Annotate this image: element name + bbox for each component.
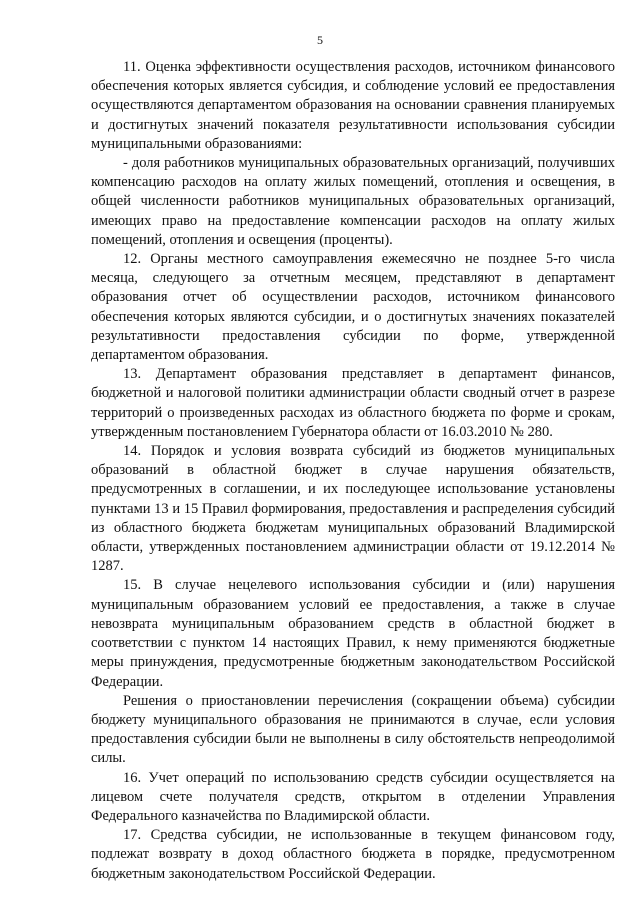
document-body — [91, 58, 615, 884]
paragraph-17: 17. Средства субсидии, не использованные в текущем финансовом году, подлежат возврату в доход областного бюджета в порядке, предусмотренном бюджетным законодательством Российской Федерации. — [91, 827, 615, 882]
paragraph-12: 12. Органы местного самоуправления ежемесячно не позднее 5-го числа месяца, следующего за отчетным месяцем, представляют в департамент образования отчет об осуществлении расходов, источником финансового обеспечения которых являются субсидии, и о достигнутых значениях показателей результативности предоставления субсидии по форме, утвержденной департаментом образования. — [91, 251, 615, 364]
paragraph-15: 15. В случае нецелевого использования субсидии и (или) нарушения муниципальным образованием условий ее предоставления, а также в случае невозврата муниципальным образованием средств в областной бюджет в соответствии с пунктом 14 настоящих Правил, к нему применяются бюджетные меры принуждения, предусмотренные бюджетным законодательством Российской Федерации. — [91, 577, 615, 690]
paragraph-13: 13. Департамент образования представляет в департамент финансов, бюджетной и налоговой политики администрации области сводный отчет в разрезе территорий о произведенных расходах из областного бюджета по форме и срокам, утвержденным постановлением Губернатора области от 16.03.2010 № 280. — [91, 366, 615, 440]
paragraph-16: 16. Учет операций по использованию средств субсидии осуществляется на лицевом счете получателя средств, открытом в отделении Управления Федерального казначейства по Владимирской области. — [91, 769, 615, 824]
paragraph-11: 11. Оценка эффективности осуществления расходов, источником финансового обеспечения которых является субсидия, и соблюдение условий ее предоставления осуществляются департаментом образования на основании сравнения планируемых и достигнутых значений показателя результативности использования субсидии муниципальными образованиями: — [91, 59, 615, 152]
page-number: 5 — [317, 33, 323, 47]
paragraph-15-decision: Решения о приостановлении перечисления (сокращении объема) субсидии бюджету муниципального образования не принимаются в случае, если условия предоставления субсидии были не выполнены в силу обстоятельств непреодолимой силы. — [91, 692, 615, 767]
paragraph-14: 14. Порядок и условия возврата субсидий из бюджетов муниципальных образований в областной бюджет в случае нарушения обязательств, предусмотренных в соглашении, и их последующее использование установлены пунктами 13 и 15 Правил формирования, предоставления и распределения субсидий из областного бюджета бюджетам муниципальных образований Владимирской области, утвержденных постановлением администрации области от 19.12.2014 № 1287. — [91, 443, 615, 575]
paragraph-11-list-item: - доля работников муниципальных образовательных организаций, получивших компенсацию расходов на оплату жилых помещений, отопления и освещения, в общей численности работников муниципальных образовательных организаций, имеющих право на предоставление компенсации расходов на оплату жилых помещений, отопления и освещения (проценты). — [91, 155, 615, 248]
